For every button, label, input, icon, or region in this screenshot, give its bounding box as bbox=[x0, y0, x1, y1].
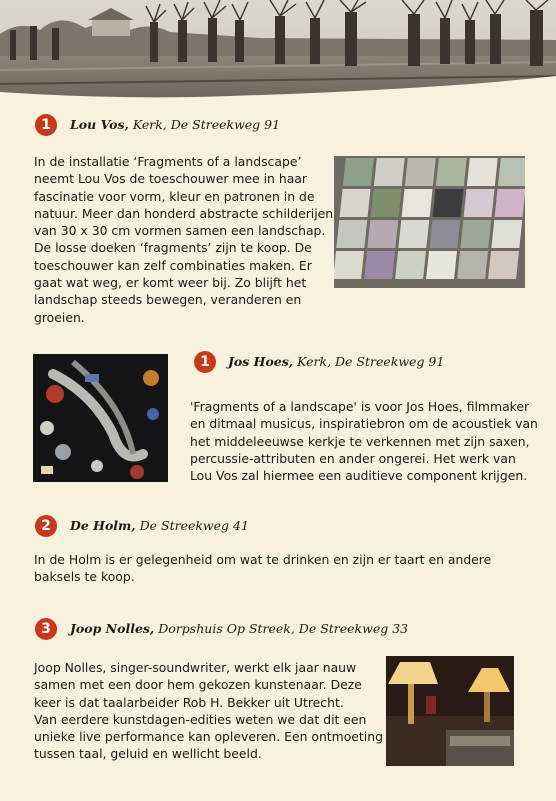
section-heading-jos-hoes bbox=[228, 354, 444, 369]
section-number-badge: 2 bbox=[35, 515, 57, 537]
artist-name: Joop Nolles, bbox=[70, 621, 155, 636]
text-line: 'Fragments of a landscape' is voor Jos Hoes, filmmaker bbox=[190, 399, 530, 414]
jos-hoes-description bbox=[190, 398, 540, 484]
location: Dorpshuis Op Streek, De Streekweg 33 bbox=[158, 621, 409, 636]
text-line: neemt Lou Vos de toeschouwer mee in haar bbox=[34, 171, 307, 187]
location: De Streekweg 41 bbox=[139, 518, 249, 533]
section-number-badge: 1 bbox=[194, 351, 216, 373]
painting-tiles-photo bbox=[334, 156, 525, 288]
text-line: groeien. bbox=[34, 309, 85, 325]
text-line: De losse doeken ‘fragments’ zijn te koop. De bbox=[34, 240, 312, 256]
section-heading-lou-vos bbox=[70, 117, 280, 132]
text-line: Van eerdere kunstdagen-edities weten we dat dit een bbox=[34, 711, 367, 727]
text-line: samen met een door hem gekozen kunstenaar. Deze bbox=[34, 677, 362, 693]
section-heading-de-holm bbox=[70, 518, 249, 533]
text-line: unieke live performance kan opleveren. Een ontmoeting bbox=[34, 729, 383, 745]
lou-vos-description bbox=[34, 153, 334, 326]
text-line: landschap steeds bewegen, veranderen en bbox=[34, 292, 302, 308]
text-line: keer is dat taalarbeider Rob H. Bekker uit Utrecht. bbox=[34, 694, 344, 710]
text-line: fascinatie voor vorm, kleur en patronen in de bbox=[34, 188, 315, 204]
location: Kerk, De Streekweg 91 bbox=[132, 117, 281, 132]
text-line: In de Holm is er gelegenheid om wat te drinken en zijn er taart en andere bbox=[34, 552, 492, 567]
joop-nolles-description bbox=[34, 659, 389, 763]
text-line: Joop Nolles, singer-soundwriter, werkt elk jaar nauw bbox=[34, 660, 357, 675]
section-number-badge: 1 bbox=[35, 114, 57, 136]
venue-name: De Holm, bbox=[70, 518, 136, 533]
artist-name: Lou Vos, bbox=[70, 117, 129, 132]
text-line: tussen taal, geluid en wellicht beeld. bbox=[34, 746, 262, 762]
text-line: toeschouwer kan zelf combinaties maken. Er bbox=[34, 257, 312, 273]
text-line: In de installatie ‘Fragments of a landscape’ bbox=[34, 154, 302, 169]
text-line: en ditmaal musicus, inspiratiebron om de acoustiek van bbox=[190, 416, 538, 432]
text-line: van 30 x 30 cm vormen samen een landschap. bbox=[34, 223, 326, 239]
text-line: het middeleeuwse kerkje te verkennen met zijn saxen, bbox=[190, 433, 530, 449]
text-line: Lou Vos zal hiermee een auditieve component krijgen. bbox=[190, 468, 528, 484]
text-line: percussie-attributen en ander ongerei. Het werk van bbox=[190, 450, 516, 466]
text-line: baksels te koop. bbox=[34, 569, 135, 585]
section-number-badge: 3 bbox=[35, 618, 57, 640]
artist-name: Jos Hoes, bbox=[228, 354, 294, 369]
de-holm-description bbox=[34, 551, 514, 586]
text-line: natuur. Meer dan honderd abstracte schilderijen bbox=[34, 205, 334, 221]
header-landscape-photo bbox=[0, 0, 556, 122]
text-line: gaat wat weg, er komt weer bij. Zo blijft het bbox=[34, 275, 307, 291]
location: Kerk, De Streekweg 91 bbox=[297, 354, 445, 369]
saxophone-collage-photo bbox=[33, 354, 168, 482]
lamps-room-photo bbox=[386, 656, 514, 766]
section-heading-joop-nolles bbox=[70, 621, 408, 636]
